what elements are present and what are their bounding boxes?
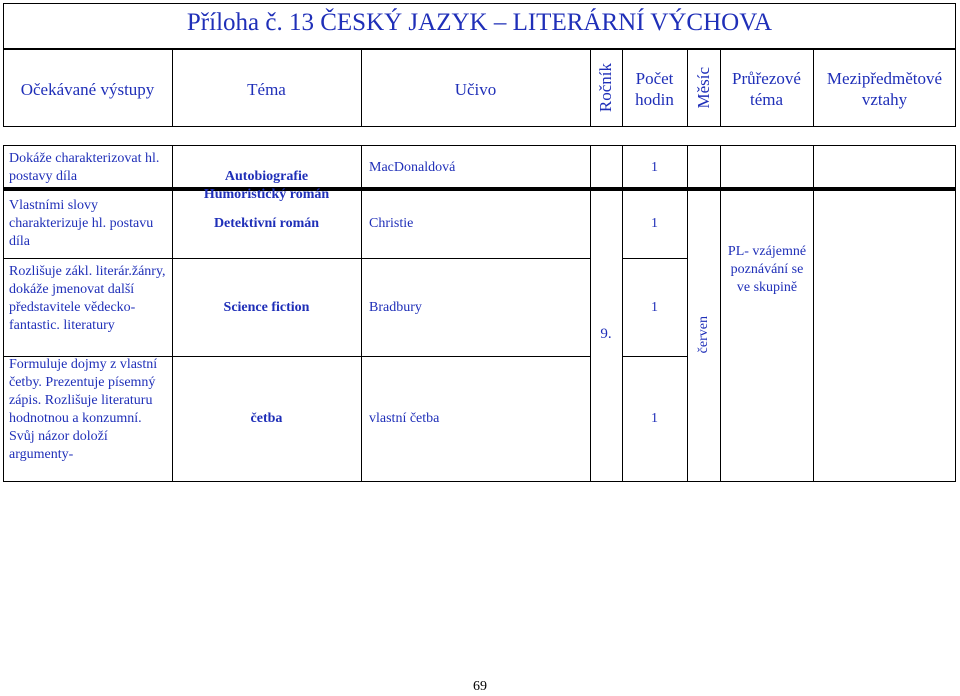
- row2-outputs: Vlastními slovy charakterizuje hl. postavu díla: [9, 198, 154, 249]
- row4-hours: 1: [651, 411, 658, 426]
- crosscut-value: PL- vzájemné poznávání se ve skupině: [727, 244, 807, 295]
- row3-topic: Science fiction: [223, 300, 310, 315]
- row3-curriculum: Bradbury: [369, 300, 422, 315]
- month-value: červen: [695, 316, 711, 354]
- header-hours-line2: hodin: [635, 90, 674, 109]
- row4-topic: četba: [250, 411, 283, 426]
- header-crosscut-line1: Průřezové: [732, 69, 801, 88]
- row1-curriculum: MacDonaldová: [369, 160, 456, 175]
- row1-outputs: Dokáže charakterizovat hl. postavy díla: [9, 151, 160, 184]
- row4-curriculum: vlastní četba: [369, 411, 440, 426]
- header-interdisc-line1: Mezipředmětové: [826, 69, 943, 88]
- header-outputs: Očekávané výstupy: [20, 80, 155, 99]
- header-topic: Téma: [247, 80, 286, 99]
- row1-topic: [172, 150, 361, 204]
- grade-value: 9.: [600, 326, 612, 342]
- row2-hours: 1: [651, 216, 658, 231]
- row4-outputs: Formuluje dojmy z vlastní četby. Prezentuje písemný zápis. Rozlišuje literaturu hodnotnou a konzumní. Svůj názor doloží argumenty-: [9, 357, 158, 462]
- row3-outputs: Rozlišuje zákl. literár.žánry, dokáže jmenovat další představitele vědecko-fantastic. literatury: [9, 264, 166, 333]
- header-crosscut-line2: téma: [749, 90, 784, 109]
- header-interdisc-line2: vztahy: [861, 90, 908, 109]
- header-month: Měsíc: [693, 67, 713, 109]
- row2-topic: Detektivní román: [213, 216, 320, 231]
- row3-hours: 1: [651, 300, 658, 315]
- header-grade: Ročník: [596, 63, 615, 113]
- page-title: Příloha č. 13 ČESKÝ JAZYK – LITERÁRNÍ VÝCHOVA: [186, 9, 773, 36]
- header-curriculum: Učivo: [454, 80, 497, 99]
- row2-curriculum: Christie: [369, 216, 414, 231]
- page-number: 69: [473, 679, 487, 694]
- row1-topic-text: Autobiografie Humoristický román: [203, 169, 330, 202]
- row1-hours: 1: [651, 160, 658, 175]
- header-hours-line1: Počet: [635, 69, 674, 88]
